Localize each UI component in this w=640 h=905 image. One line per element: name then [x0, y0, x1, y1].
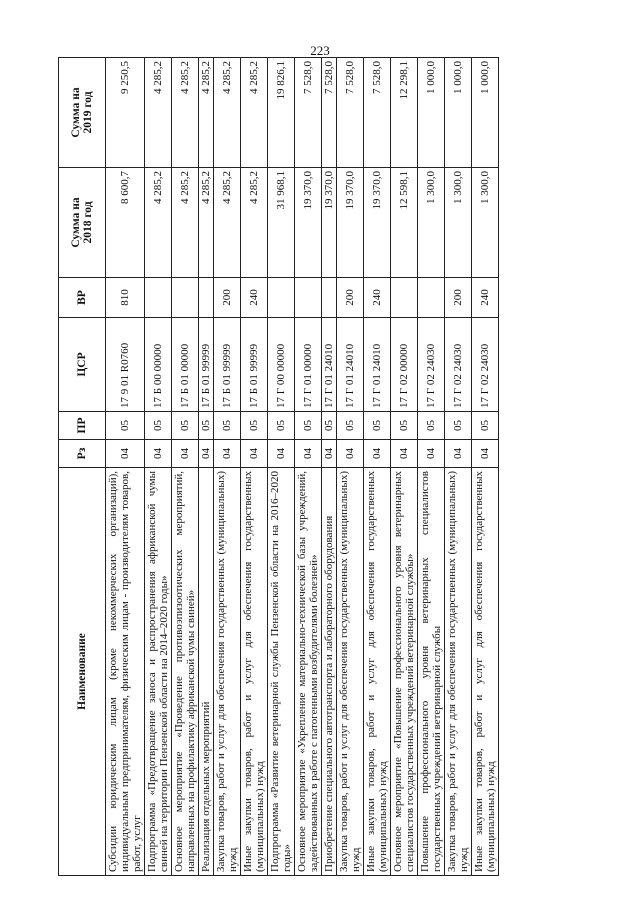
cell-csr: 17 Б 01 99999	[214, 318, 241, 412]
cell-pr: 05	[241, 412, 268, 440]
cell-rz: 04	[145, 440, 172, 468]
table-row	[295, 58, 322, 876]
budget-table	[58, 57, 499, 876]
cell-sum-2019: 7 528,0	[337, 58, 364, 168]
cell-vr: 810	[106, 278, 145, 318]
cell-pr: 05	[214, 412, 241, 440]
table-row	[322, 58, 337, 876]
cell-sum-2018: 31 968,1	[268, 168, 295, 278]
cell-csr: 17 Б 01 00000	[172, 318, 199, 412]
cell-pr: 05	[199, 412, 214, 440]
cell-csr: 17 Г 00 00000	[268, 318, 295, 412]
cell-rz: 04	[199, 440, 214, 468]
cell-rz: 04	[295, 440, 322, 468]
table-row	[391, 58, 418, 876]
cell-pr: 05	[445, 412, 472, 440]
table-header-row	[59, 58, 106, 876]
cell-sum-2018: 4 285,2	[214, 168, 241, 278]
cell-rz: 04	[445, 440, 472, 468]
cell-sum-2018: 12 598,1	[391, 168, 418, 278]
cell-vr	[172, 278, 199, 318]
cell-sum-2018: 19 370,0	[364, 168, 391, 278]
header-sum-2018-line1: Сумма на	[70, 197, 82, 248]
cell-vr: 200	[214, 278, 241, 318]
cell-vr: 200	[337, 278, 364, 318]
cell-rz: 04	[106, 440, 145, 468]
cell-vr: 240	[364, 278, 391, 318]
header-sum-2019-line2: 2019 год	[82, 91, 94, 134]
cell-vr	[268, 278, 295, 318]
cell-rz: 04	[337, 440, 364, 468]
cell-csr: 17 Г 02 24030	[472, 318, 499, 412]
cell-pr: 05	[472, 412, 499, 440]
cell-sum-2019: 1 000,0	[472, 58, 499, 168]
cell-sum-2018: 4 285,2	[241, 168, 268, 278]
table-row	[241, 58, 268, 876]
table-row	[214, 58, 241, 876]
cell-vr: 240	[472, 278, 499, 318]
cell-vr	[391, 278, 418, 318]
cell-rz: 04	[241, 440, 268, 468]
cell-pr: 05	[322, 412, 337, 440]
cell-sum-2018: 1 300,0	[472, 168, 499, 278]
cell-name: Повышение профессионального уровня ветеринарных специалистов государственных учреждений ветеринарной службы	[418, 468, 445, 876]
cell-vr	[199, 278, 214, 318]
cell-sum-2019: 1 000,0	[418, 58, 445, 168]
header-name: Наименование	[59, 468, 106, 876]
cell-sum-2019: 4 285,2	[199, 58, 214, 168]
cell-vr	[418, 278, 445, 318]
table-row	[445, 58, 472, 876]
cell-pr: 05	[106, 412, 145, 440]
header-sum-2018-line2: 2018 год	[82, 201, 94, 244]
page-number: 223	[310, 43, 330, 58]
cell-pr: 05	[268, 412, 295, 440]
cell-csr: 17 Г 01 24010	[364, 318, 391, 412]
cell-rz: 04	[391, 440, 418, 468]
cell-sum-2018: 19 370,0	[322, 168, 337, 278]
cell-sum-2018: 1 300,0	[445, 168, 472, 278]
cell-name: Субсидии юридическим лицам (кроме некоммерческих организаций), индивидуальным предпринимателям, физическим лицам - производителям товаров, работ, услуг	[106, 468, 145, 876]
header-vr: ВР	[59, 278, 106, 318]
cell-sum-2019: 4 285,2	[241, 58, 268, 168]
cell-sum-2019: 4 285,2	[145, 58, 172, 168]
cell-name: Иные закупки товаров, работ и услуг для обеспечения государственных (муниципальных) нужд	[364, 468, 391, 876]
cell-rz: 04	[418, 440, 445, 468]
cell-pr: 05	[295, 412, 322, 440]
header-rz: Рз	[59, 440, 106, 468]
cell-rz: 04	[364, 440, 391, 468]
cell-name: Приобретение специального автотранспорта и лабораторного оборудования	[322, 468, 337, 876]
cell-csr: 17 Б 00 00000	[145, 318, 172, 412]
cell-pr: 05	[172, 412, 199, 440]
cell-name: Основное мероприятие «Укрепление материально-технической базы учреждений, задействованных в работе с патогенными возбудителями болезней»	[295, 468, 322, 876]
cell-csr: 17 Б 01 99999	[199, 318, 214, 412]
cell-sum-2018: 4 285,2	[145, 168, 172, 278]
table-row	[106, 58, 145, 876]
cell-csr: 17 Б 01 99999	[241, 318, 268, 412]
header-pr: ПР	[59, 412, 106, 440]
cell-csr: 17 Г 01 00000	[295, 318, 322, 412]
cell-vr: 240	[241, 278, 268, 318]
cell-name: Иные закупки товаров, работ и услуг для обеспечения государственных (муниципальных) нужд	[472, 468, 499, 876]
table-row	[268, 58, 295, 876]
cell-csr: 17 Г 01 24010	[337, 318, 364, 412]
cell-rz: 04	[472, 440, 499, 468]
table-row	[172, 58, 199, 876]
cell-sum-2018: 4 285,2	[172, 168, 199, 278]
cell-vr	[322, 278, 337, 318]
cell-pr: 05	[364, 412, 391, 440]
header-sum-2018	[59, 168, 106, 278]
cell-pr: 05	[337, 412, 364, 440]
cell-vr	[145, 278, 172, 318]
cell-sum-2019: 4 285,2	[214, 58, 241, 168]
table-row	[337, 58, 364, 876]
cell-sum-2018: 19 370,0	[337, 168, 364, 278]
cell-rz: 04	[322, 440, 337, 468]
cell-name: Закупка товаров, работ и услуг для обеспечения государственных (муниципальных) нужд	[337, 468, 364, 876]
table-row	[364, 58, 391, 876]
cell-rz: 04	[172, 440, 199, 468]
header-sum-2019-line1: Сумма на	[70, 87, 82, 138]
cell-csr: 17 Г 02 24030	[418, 318, 445, 412]
cell-name: Подпрограмма «Предотвращение заноса и распространения африканской чумы свиней на территории Пензенской области на 2014–2020 годы»	[145, 468, 172, 876]
cell-sum-2019: 7 528,0	[322, 58, 337, 168]
cell-name: Иные закупки товаров, работ и услуг для обеспечения государственных (муниципальных) нужд	[241, 468, 268, 876]
cell-rz: 04	[268, 440, 295, 468]
table-row	[418, 58, 445, 876]
cell-vr	[295, 278, 322, 318]
table-row	[199, 58, 214, 876]
cell-csr: 17 Г 01 24010	[322, 318, 337, 412]
cell-sum-2019: 7 528,0	[295, 58, 322, 168]
cell-csr: 17 Г 02 24030	[445, 318, 472, 412]
cell-vr: 200	[445, 278, 472, 318]
cell-sum-2019: 19 826,1	[268, 58, 295, 168]
cell-sum-2018: 8 600,7	[106, 168, 145, 278]
cell-pr: 05	[418, 412, 445, 440]
table-row	[145, 58, 172, 876]
cell-name: Реализация отдельных мероприятий	[199, 468, 214, 876]
cell-sum-2019: 12 298,1	[391, 58, 418, 168]
cell-sum-2019: 1 000,0	[445, 58, 472, 168]
cell-sum-2018: 1 300,0	[418, 168, 445, 278]
cell-name: Подпрограмма «Развитие ветеринарной службы Пензенской области на 2016–2020 годы»	[268, 468, 295, 876]
cell-csr: 17 Г 02 00000	[391, 318, 418, 412]
cell-pr: 05	[145, 412, 172, 440]
rotated-table-wrapper	[58, 58, 565, 876]
cell-pr: 05	[391, 412, 418, 440]
cell-sum-2018: 4 285,2	[199, 168, 214, 278]
cell-sum-2018: 19 370,0	[295, 168, 322, 278]
header-csr: ЦСР	[59, 318, 106, 412]
table-body	[106, 58, 499, 876]
cell-name: Основное мероприятие «Повышение профессионального уровня ветеринарных специалистов государственных учреждений ветеринарной службы»	[391, 468, 418, 876]
cell-sum-2019: 9 250,5	[106, 58, 145, 168]
cell-name: Основное мероприятие «Проведение противоэпизоотических мероприятий, направленных на профилактику африканской чумы свиней»	[172, 468, 199, 876]
cell-name: Закупка товаров, работ и услуг для обеспечения государственных (муниципальных) нужд	[445, 468, 472, 876]
cell-rz: 04	[214, 440, 241, 468]
cell-sum-2019: 7 528,0	[364, 58, 391, 168]
table-row	[472, 58, 499, 876]
header-sum-2019	[59, 58, 106, 168]
cell-name: Закупка товаров, работ и услуг для обеспечения государственных (муниципальных) нужд	[214, 468, 241, 876]
cell-sum-2019: 4 285,2	[172, 58, 199, 168]
cell-csr: 17 9 01 R0760	[106, 318, 145, 412]
